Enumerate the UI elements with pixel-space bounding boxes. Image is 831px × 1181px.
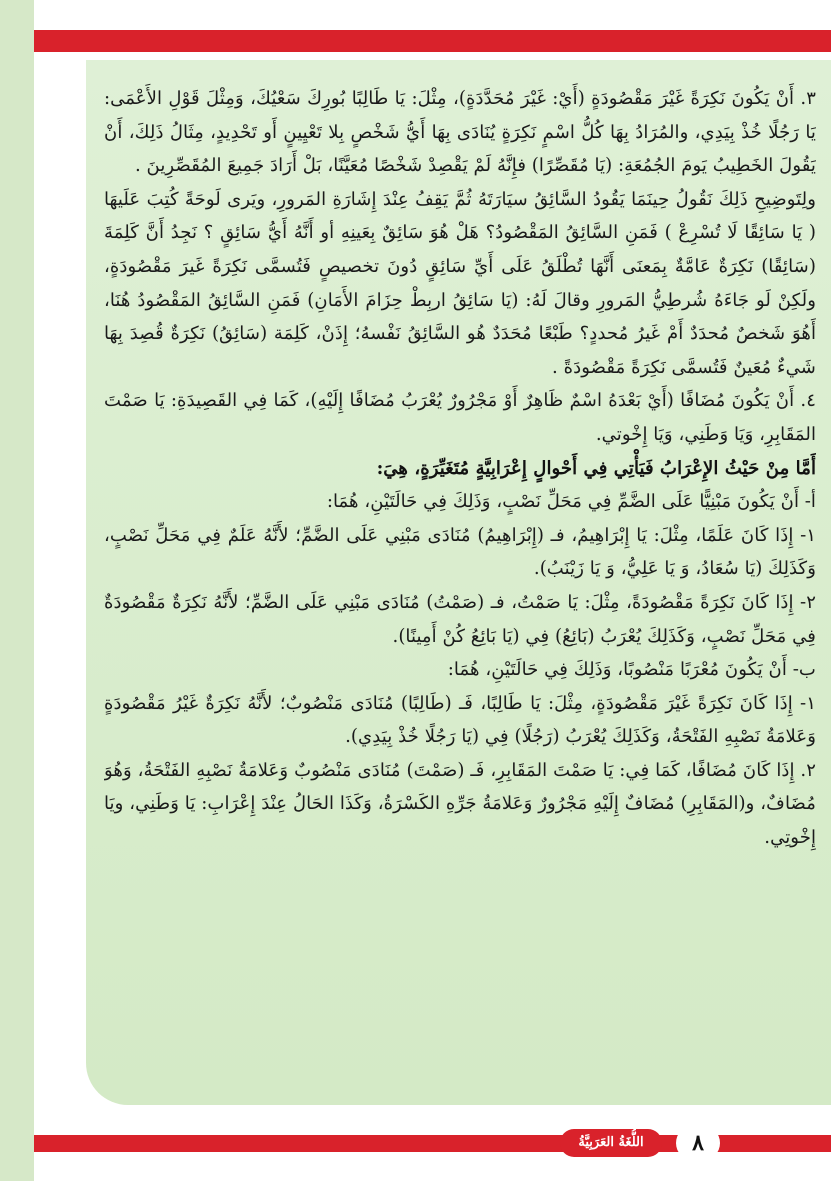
paragraph-case-b-1: ١- إِذَا كَانَ نَكِرَةً غَيْرَ مَقْصُودَةٍ، مِثْلَ: يَا طَالِبًا، فَـ (طَالِبًا) مُنَادَى مَنْصُوبٌ؛ لأَنَّهُ نَكِرَةٌ غَيْرُ مَقْصُودَةٍ وَعَلامَةُ نَصْبِهِ الفَتْحَةُ، وَكَذَلِكَ يُعْرَبُ (رَجُلًا) فِي (يَا رَجُلًا خُذْ بِيَدِي). (104, 692, 816, 748)
paragraph-rule-3: ٣. أَنْ يَكُونَ نَكِرَةً غَيْرَ مَقْصُودَةٍ (أَيْ: غَيْرَ مُحَدَّدَةٍ)، مِثْلَ: يَا طَالِبًا بُورِكَ سَعْيُكَ، وَمِثْلَ قَوْلِ الأَعْمَى: يَا رَجُلًا خُذْ بِيَدِي، والمُرَادُ بِهَا كُلُّ اسْمٍ نَكِرَةٍ يُنَادَى بِهَا أَيُّ شَخْصٍ بِلا تَعْيِينٍ أَو تَحْدِيدٍ، مِثَالُ ذَلِكَ، أَنْ يَقُولَ الخَطِيبُ يَومَ الجُمُعَةِ: (يَا مُقَصِّرًا) فإِنَّهُ لَمْ يَقْصِدْ شَخْصًا مُعَيَّنًا، بَلْ أَرَادَ جَمِيعَ المُقَصِّرِينَ . (104, 88, 816, 177)
paragraph-rule-4: ٤. أَنْ يَكُونَ مُضَافًا (أَيْ بَعْدَهُ اسْمٌ ظَاهِرٌ أَوْ مَجْرُورٌ يُعْرَبُ مُضَافًا إِلَيْهِ)، كَمَا فِي القَصِيدَةِ: يَا صَمْتَ المَقَابِرِ، وَيَا وَطَنِي، وَيَا إِخْوتي. (104, 390, 816, 445)
footer-book-title: اللُّغَةُ العَرَبِيَّةُ (560, 1129, 662, 1157)
paragraph-case-a-2: ٢- إِذَا كَانَ نَكِرَةً مَقْصُودَةً، مِثْلَ: يَا صَمْتُ، فـ (صَمْتُ) مُنَادَى مَبْنِي عَلَى الضَّمِّ؛ لأَنَّهُ نَكِرَةٌ مَقْصُودَةٌ فِي مَحَلِّ نَصْبٍ، وَكَذَلِكَ يُعْرَبُ (بَائِعُ) فِي (يَا بَائِعُ كُنْ أَمِينًا). (104, 591, 816, 647)
paragraph-case-a: أ- أَنْ يَكُونَ مَبْنِيًّا عَلَى الضَّمِّ فِي مَحَلِّ نَصْبٍ، وَذَلِكَ فِي حَالَتَيْنِ، هُمَا: (326, 491, 816, 513)
left-green-strip (0, 0, 34, 1181)
lesson-text (104, 82, 816, 1092)
section-heading-iraab: أَمَّا مِنْ حَيْثُ الإِعْرَابُ فَيَأْتِي فِي أَحْوالٍ إِعْرَابِيَّةٍ مُتَغَيِّرَةٍ، هِيَ: (376, 457, 816, 479)
paragraph-case-b: ب- أَنْ يَكُونَ مُعْرَبًا مَنْصُوبًا، وَذَلِكَ فِي حَالَتَيْنِ، هُمَا: (447, 659, 816, 681)
paragraph-explanation: ولِتَوضِيحِ ذَلِكَ نَقُولُ حِينَمَا يَقُودُ السَّائِقُ سيَارَتَهُ ثُمَّ يَقِفُ عِنْدَ إِشَارَةِ المَرورِ، ويَرى لَوحَةً كُتِبَ عَلَيهَا ( يَا سَائِقًا لَا تُسْرِعْ ) فَمَنِ السَّائِقُ المَقْصُودُ؟ هَلْ هُوَ سَائِقٌ بِعَينِهِ أو أَنَّهُ أَيُّ سَائِقٍ ؟ نَجِدُ أَنَّ كَلِمَةَ (سَائِقًا) نَكِرَةٌ عَامَّةٌ بِمَعنَى أَنَّهَا تُطْلَقُ عَلَى أَيِّ سَائِقٍ دُونَ تخصيصٍ فَتُسمَّى نَكِرَةً غَيرَ مَقْصُودَةٍ، ولَكِنْ لَو جَاءَهُ شُرطِيُّ المَرورِ وقالَ لَهُ: (يَا سَائِقُ اربِطْ حِزَامَ الأَمَانِ) فَمَنِ السَّائِقُ المَقْصُودُ هُنَا، أَهُوَ شَخصٌ مُحدَدٌ أَمْ غَيرُ مُحددٍ؟ طَبْعًا مُحَدَدٌ هُو السَّائِقُ نَفْسهُ؛ إِذَنْ، كَلِمَة (سَائِقُ) نَكِرَةٌ قُصِدَ بِهَا شَيءٌ مُعَينٌ فَتُسمَّى نَكِرَةً مَقْصُودَةً . (104, 188, 816, 378)
paragraph-case-a-1: ١- إِذَا كَانَ عَلَمًا، مِثْلَ: يَا إِبْرَاهِيمُ، فـ (إِبْرَاهِيمُ) مُنَادَى مَبْنِي عَلَى الضَّمِّ؛ لأَنَّهُ عَلَمٌ فِي مَحَلِّ نَصْبٍ، وَكَذَلِكَ (يَا سُعَادُ، وَ يَا عَلِيُّ، وَ يَا زَيْنَبُ). (104, 524, 816, 580)
paragraph-case-b-2: ٢. إِذَا كَانَ مُضَافًا، كَمَا فِي: يَا صَمْتَ المَقَابِرِ، فَـ (صَمْتَ) مُنَادَى مَنْصُوبٌ وَعَلامَةُ نَصْبِهِ الفَتْحَةُ، وَهُوَ مُضَافٌ، و(المَقَابِرِ) مُضَافٌ إِلَيْهِ مَجْرُورٌ وَعَلامَةُ جَرِّهِ الكَسْرَةُ، وَكَذَا الحَالُ عِنْدَ إِعْرَابِ: يَا وَطَنِي، ويَا إِخْوتِي. (104, 759, 816, 849)
top-red-band (0, 30, 831, 52)
footer-page-number: ٨ (676, 1125, 720, 1161)
